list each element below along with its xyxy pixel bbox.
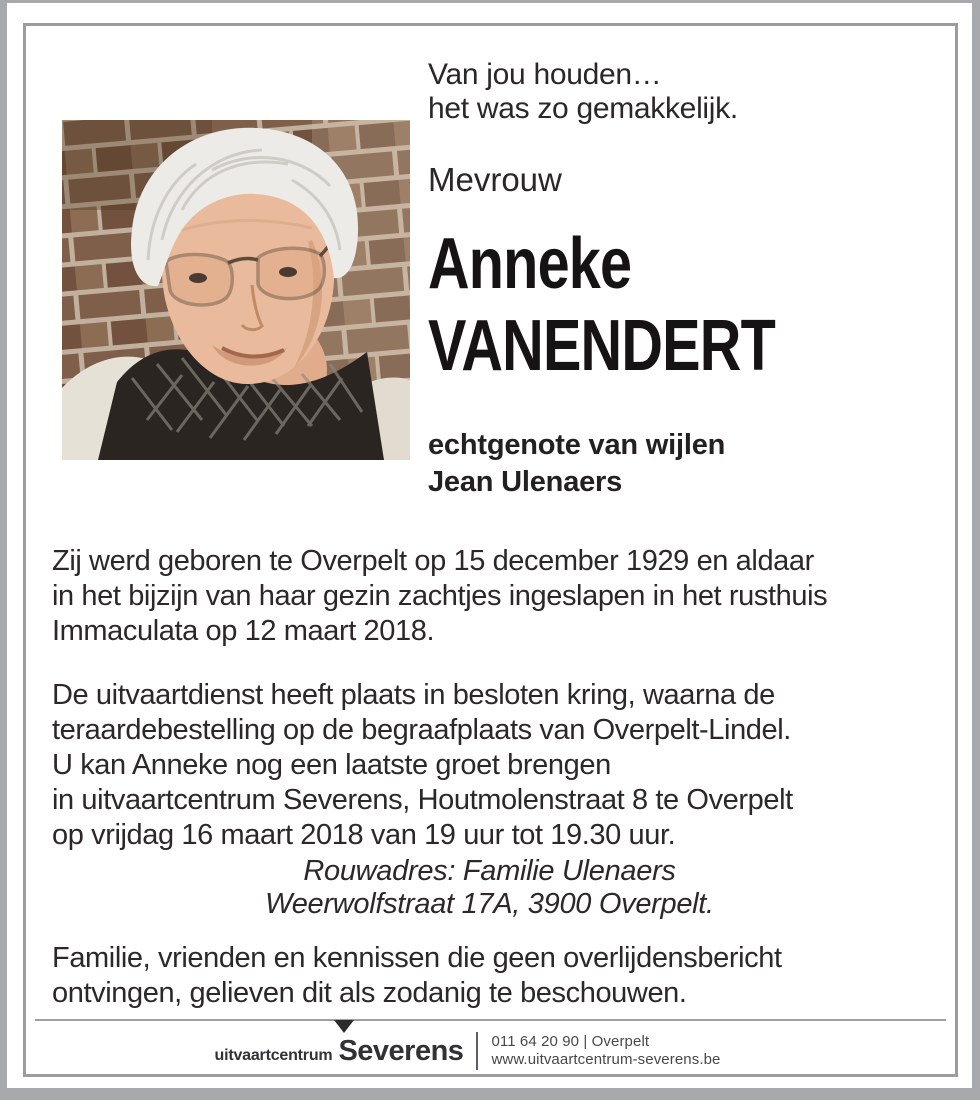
text-line: ontvingen, gelieven dit als zodanig te beschouwen. (52, 977, 687, 1009)
footer-phone-location: 011 64 20 90 | Overpelt (491, 1033, 650, 1050)
funeral-paragraph (52, 679, 793, 854)
relation-line: Jean Ulenaers (428, 466, 623, 498)
mourning-address (7, 855, 972, 921)
text-line: Zij werd geboren te Overpelt op 15 december 1929 en aldaar (52, 545, 814, 577)
left-eye (189, 273, 207, 283)
footer-divider (35, 1019, 946, 1021)
text-line: teraardebestelling op de begraafplaats van Overpelt-Lindel. (52, 714, 791, 746)
funeral-home-logo (215, 1035, 464, 1068)
notice-paragraph (52, 942, 782, 1012)
footer-website: www.uitvaartcentrum-severens.be (491, 1051, 721, 1068)
text-line: De uitvaartdienst heeft plaats in besloten kring, waarna de (52, 679, 775, 711)
deceased-name (428, 223, 775, 387)
text-line: in het bijzijn van haar gezin zachtjes ingeslapen in het rusthuis (52, 580, 828, 612)
memorial-card (7, 3, 972, 1088)
right-eye (279, 267, 297, 277)
text-line: Familie, vrienden en kennissen die geen overlijdensbericht (52, 942, 782, 974)
text-line: Immaculata op 12 maart 2018. (52, 615, 435, 647)
deceased-first-name: Anneke (428, 224, 632, 304)
text-line: Rouwadres: Familie Ulenaers (303, 855, 676, 887)
triangle-icon (334, 1020, 354, 1033)
footer-contact (491, 1033, 720, 1069)
logo-name-text: Severens (338, 1034, 464, 1067)
text-line: in uitvaartcentrum Severens, Houtmolenstraat 8 te Overpelt (52, 784, 793, 816)
salutation: Mevrouw (428, 161, 562, 198)
text-line: U kan Anneke nog een laatste groet brengen (52, 749, 611, 781)
footer-vertical-divider (476, 1032, 478, 1070)
opening-verse (428, 58, 738, 126)
deceased-last-name: VANENDERT (428, 306, 775, 386)
birth-death-paragraph (52, 545, 827, 650)
logo-name (338, 1035, 463, 1068)
opening-line: het was zo gemakkelijk. (428, 92, 738, 125)
opening-line: Van jou houden… (428, 58, 662, 91)
text-line: Weerwolfstraat 17A, 3900 Overpelt. (265, 888, 714, 920)
portrait-photo (62, 120, 410, 460)
footer (0, 1025, 950, 1077)
relation-note (428, 427, 725, 501)
logo-prefix: uitvaartcentrum (214, 1046, 333, 1064)
text-line: op vrijdag 16 maart 2018 van 19 uur tot 19.30 uur. (52, 819, 676, 851)
relation-line: echtgenote van wijlen (428, 429, 726, 461)
